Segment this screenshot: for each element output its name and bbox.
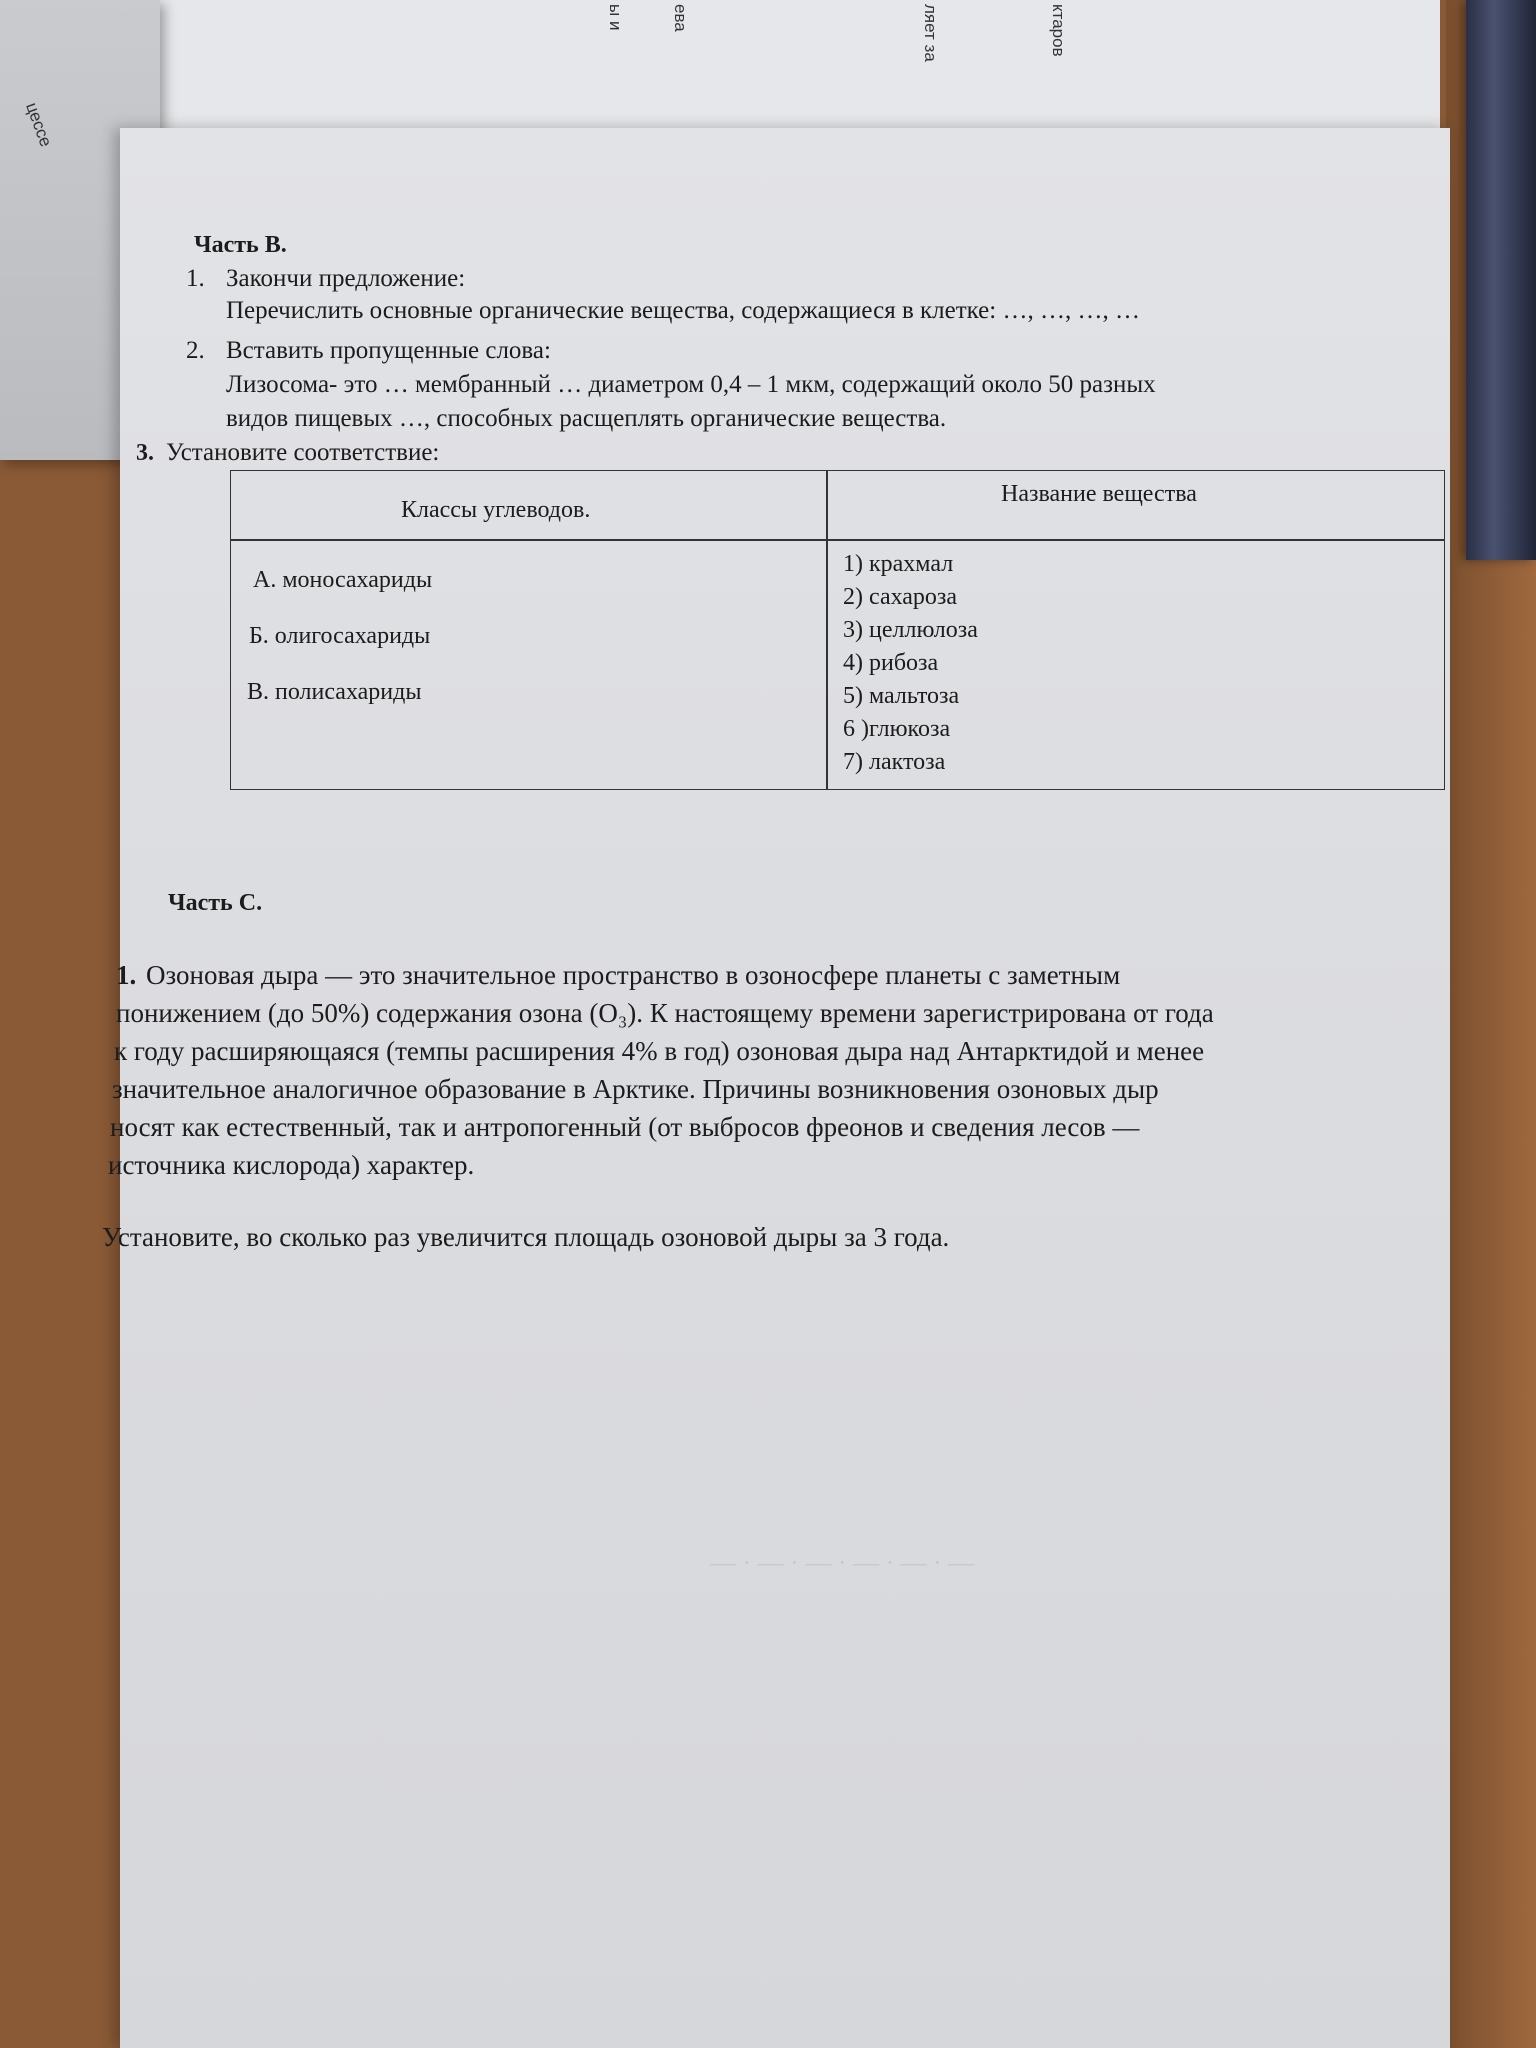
strip-text: ы и (606, 4, 625, 31)
table-substance-row: 7) лактоза (843, 749, 946, 775)
c-text-line: к году расширяющаяся (темпы расширения 4% в год) озоновая дыра над Антарктидой и менее (114, 1036, 1205, 1066)
correspondence-table (230, 470, 1445, 790)
c-question-text: Установите, во сколько раз увеличится площадь озоновой дыры за 3 года. (102, 1222, 950, 1252)
c-text-line: носят как естественный, так и антропогенный (от выбросов фреонов и сведения лесов — (110, 1112, 1140, 1142)
c-text-line: Озоновая дыра — это значительное пространство в озоносфере планеты с заметным (146, 960, 1121, 990)
c-text-line: источника кислорода) характер. (108, 1150, 475, 1180)
strip-text: ева (671, 4, 690, 32)
booklet-text: цессе (22, 100, 56, 150)
strip-text: ляет за (921, 4, 940, 62)
table-substance-row: 3) целлюлоза (843, 617, 978, 643)
table-divider (826, 471, 828, 789)
table-header-substance: Название вещества (1001, 481, 1197, 507)
c-text-line: значительное аналогичное образование в Арктике. Причины возникновения озоновых дыр (112, 1074, 1159, 1104)
table-class-row: В. полисахариды (247, 679, 422, 705)
part-c-title: Часть С. (168, 890, 263, 916)
table-substance-row: 5) мальтоза (843, 683, 960, 709)
q2-text: Вставить пропущенные слова: (226, 337, 551, 364)
q3-text: Установите соответствие: (166, 439, 440, 466)
q2-line3: видов пищевых …, способных расщеплять органические вещества. (226, 405, 947, 432)
q2-line2: Лизосома- это … мембранный … диаметром 0,4 – 1 мкм, содержащий около 50 разных (226, 371, 1156, 398)
table-class-row: А. моносахариды (253, 567, 433, 593)
c-text-line: понижением (до 50%) содержания озона (О₃). К настоящему времени зарегистрирована от года (116, 998, 1214, 1028)
worksheet-content (102, 128, 1450, 2048)
q1-line2: Перечислить основные органические вещества, содержащиеся в клетке: …, …, …, … (226, 297, 1140, 324)
bleed-through-text: — · — · — · — · — · — (710, 1548, 975, 1577)
q3-number: 3. (136, 440, 154, 466)
q1-text: Закончи предложение: (226, 265, 466, 292)
table-substance-row: 6 )глюкоза (843, 716, 951, 742)
part-b-title: Часть В. (194, 232, 287, 258)
q1-number: 1. (186, 265, 205, 292)
book-spine (1466, 0, 1536, 560)
table-substance-row: 2) сахароза (843, 584, 958, 610)
worksheet-page (102, 128, 1450, 2048)
table-header-rule (231, 539, 1444, 541)
c-question-number: 1. (116, 960, 137, 990)
table-substance-row: 4) рибоза (843, 650, 939, 676)
q2-number: 2. (186, 337, 205, 364)
table-substance-row: 1) крахмал (843, 551, 954, 577)
table-class-row: Б. олигосахариды (249, 623, 431, 649)
strip-text: ктаров (1049, 4, 1068, 57)
table-header-classes: Классы углеводов. (401, 497, 591, 523)
